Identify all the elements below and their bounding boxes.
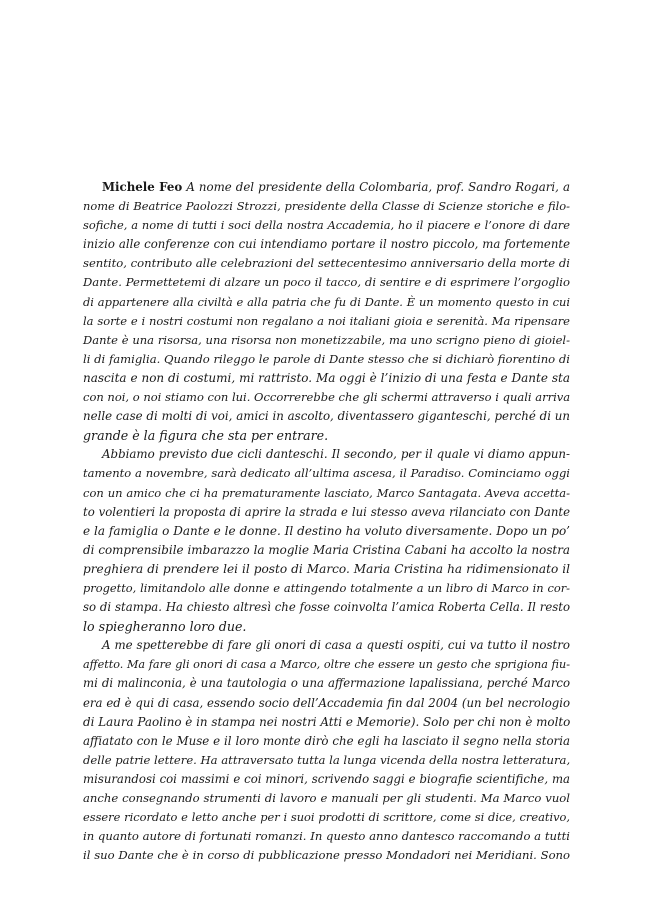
line-text: Dante. Permettetemi di alzare un poco il tacco, di sentire e di esprimere l’orgoglio: [83, 275, 570, 290]
text-line: [83, 617, 570, 636]
text-line: [83, 293, 570, 312]
text-line: [83, 503, 570, 522]
text-line: [83, 407, 570, 426]
text-line: [83, 484, 570, 503]
line-text: delle patrie lettere. Ha attraversato tutta la lunga vicenda della nostra letteratura,: [83, 752, 571, 767]
text-line: [83, 426, 570, 445]
text-line: [83, 846, 570, 865]
line-text: era ed è qui di casa, essendo socio dell’Accademia fin dal 2004 (un bel necrologio: [83, 695, 570, 710]
line-text: in quanto autore di fortunati romanzi. In questo anno dantesco raccomando a tutti: [83, 829, 570, 844]
line-text: con noi, o noi stiamo con lui. Occorrerebbe che gli schermi attraverso i quali arriva: [83, 390, 571, 405]
line-text: inizio alle conferenze con cui intendiamo portare il nostro piccolo, ma fortemente: [83, 237, 570, 252]
text-line: [83, 770, 570, 789]
line-text: affetto. Ma fare gli onori di casa a Marco, oltre che essere un gesto che sprigiona fiu-: [83, 658, 570, 672]
text-line: [83, 464, 570, 483]
line-text: e la famiglia o Dante e le donne. Il destino ha voluto diversamente. Dopo un po’: [83, 523, 570, 538]
line-text: essere ricordato e letto anche per i suoi prodotti di scrittore, come si dice, creativo,: [83, 810, 570, 825]
line-text: nelle case di molti di voi, amici in ascolto, diventassero giganteschi, perché di un: [83, 409, 570, 424]
text-line: [83, 331, 570, 350]
paragraph: [83, 445, 570, 636]
line-text: il suo Dante che è in corso di pubblicazione presso Mondadori nei Meridiani. Sono: [83, 848, 570, 863]
line-text: to volentieri la proposta di aprire la strada e lui stesso aveva rilanciato con Dante: [83, 504, 570, 519]
text-line: [83, 789, 570, 808]
line-text: sentito, contributo alle celebrazioni del settecentesimo anniversario della morte di: [83, 256, 570, 271]
line-text: sofiche, a nome di tutti i soci della nostra Accademia, ho il piacere e l’onore di dare: [83, 218, 570, 233]
speaker-name: Michele Feo: [102, 180, 183, 194]
text-line: [83, 674, 570, 693]
text-line: [83, 235, 570, 254]
text-line: [83, 560, 570, 579]
text-line: [83, 655, 570, 674]
line-text: nome di Beatrice Paolozzi Strozzi, presidente della Classe di Scienze storiche e filo-: [83, 199, 570, 214]
line-text: lo spiegheranno loro due.: [83, 619, 247, 635]
text-line: [83, 312, 570, 331]
line-text: preghiera di prendere lei il posto di Marco. Maria Cristina ha ridimensionato il: [83, 561, 570, 576]
text-line: [83, 598, 570, 617]
text-line: [83, 636, 570, 655]
line-text: A me spetterebbe di fare gli onori di casa a questi ospiti, cui va tutto il nostro: [102, 638, 570, 653]
line-text: A nome del presidente della Colombaria, prof. Sandro Rogari, a: [186, 180, 570, 194]
text-line: [83, 808, 570, 827]
text-line: [83, 273, 570, 292]
text-line: [83, 541, 570, 560]
text-line: [83, 197, 570, 216]
line-text: grande è la figura che sta per entrare.: [83, 428, 329, 444]
line-text: mi di malinconia, è una tautologia o una affermazione lapalissiana, perché Marco: [83, 676, 570, 691]
text-line: [83, 827, 570, 846]
line-text: progetto, limitandolo alle donne e attingendo totalmente a un libro di Marco in cor-: [83, 580, 570, 595]
line-text: Abbiamo previsto due cicli danteschi. Il secondo, per il quale vi diamo appun-: [102, 447, 570, 462]
paragraph: [83, 636, 570, 865]
line-text: li di famiglia. Quando rileggo le parole di Dante stesso che si dichiarò fiorentino di: [83, 351, 570, 366]
line-text: so di stampa. Ha chiesto altresì che fosse coinvolta l’amica Roberta Cella. Il resto: [83, 600, 570, 615]
line-text: di Laura Paolino è in stampa nei nostri Atti e Memorie). Solo per chi non è molto: [83, 714, 571, 729]
text-line: [83, 751, 570, 770]
line-text: tamento a novembre, sarà dedicato all’ultima ascesa, il Paradiso. Cominciamo oggi: [83, 466, 570, 481]
text-line: [83, 254, 570, 273]
text-line: [83, 178, 570, 197]
line-text: misurandosi coi massimi e coi minori, scrivendo saggi e biografie scientifiche, ma: [83, 771, 570, 786]
line-text: nascita e non di costumi, mi rattristo. Ma oggi è l’inizio di una festa e Dante sta: [83, 370, 570, 385]
text-line: [83, 522, 570, 541]
line-text: la sorte e i nostri costumi non regalano a noi italiani gioia e serenità. Ma ripensare: [83, 313, 570, 328]
line-text: affiatato con le Muse e il loro monte dirò che egli ha lasciato il segno nella storia: [83, 733, 570, 748]
text-line: [83, 713, 570, 732]
text-line: [83, 694, 570, 713]
text-line: [83, 216, 570, 235]
text-line: [83, 732, 570, 751]
body-text: [83, 178, 570, 865]
text-line: [83, 388, 570, 407]
line-text: di comprensibile imbarazzo la moglie Maria Cristina Cabani ha accolto la nostra: [83, 542, 570, 557]
text-line: [83, 369, 570, 388]
line-text: con un amico che ci ha prematuramente lasciato, Marco Santagata. Aveva accetta-: [83, 485, 570, 500]
paragraph: [83, 178, 570, 445]
text-line: [83, 445, 570, 464]
line-text: di appartenere alla civiltà e alla patria che fu di Dante. È un momento questo in cui: [83, 294, 570, 309]
text-line: [83, 350, 570, 369]
line-text: Dante è una risorsa, una risorsa non monetizzabile, ma uno scrigno pieno di gioiel-: [83, 332, 570, 347]
line-text: anche consegnando strumenti di lavoro e manuali per gli studenti. Ma Marco vuol: [83, 791, 570, 805]
text-line: [83, 579, 570, 598]
